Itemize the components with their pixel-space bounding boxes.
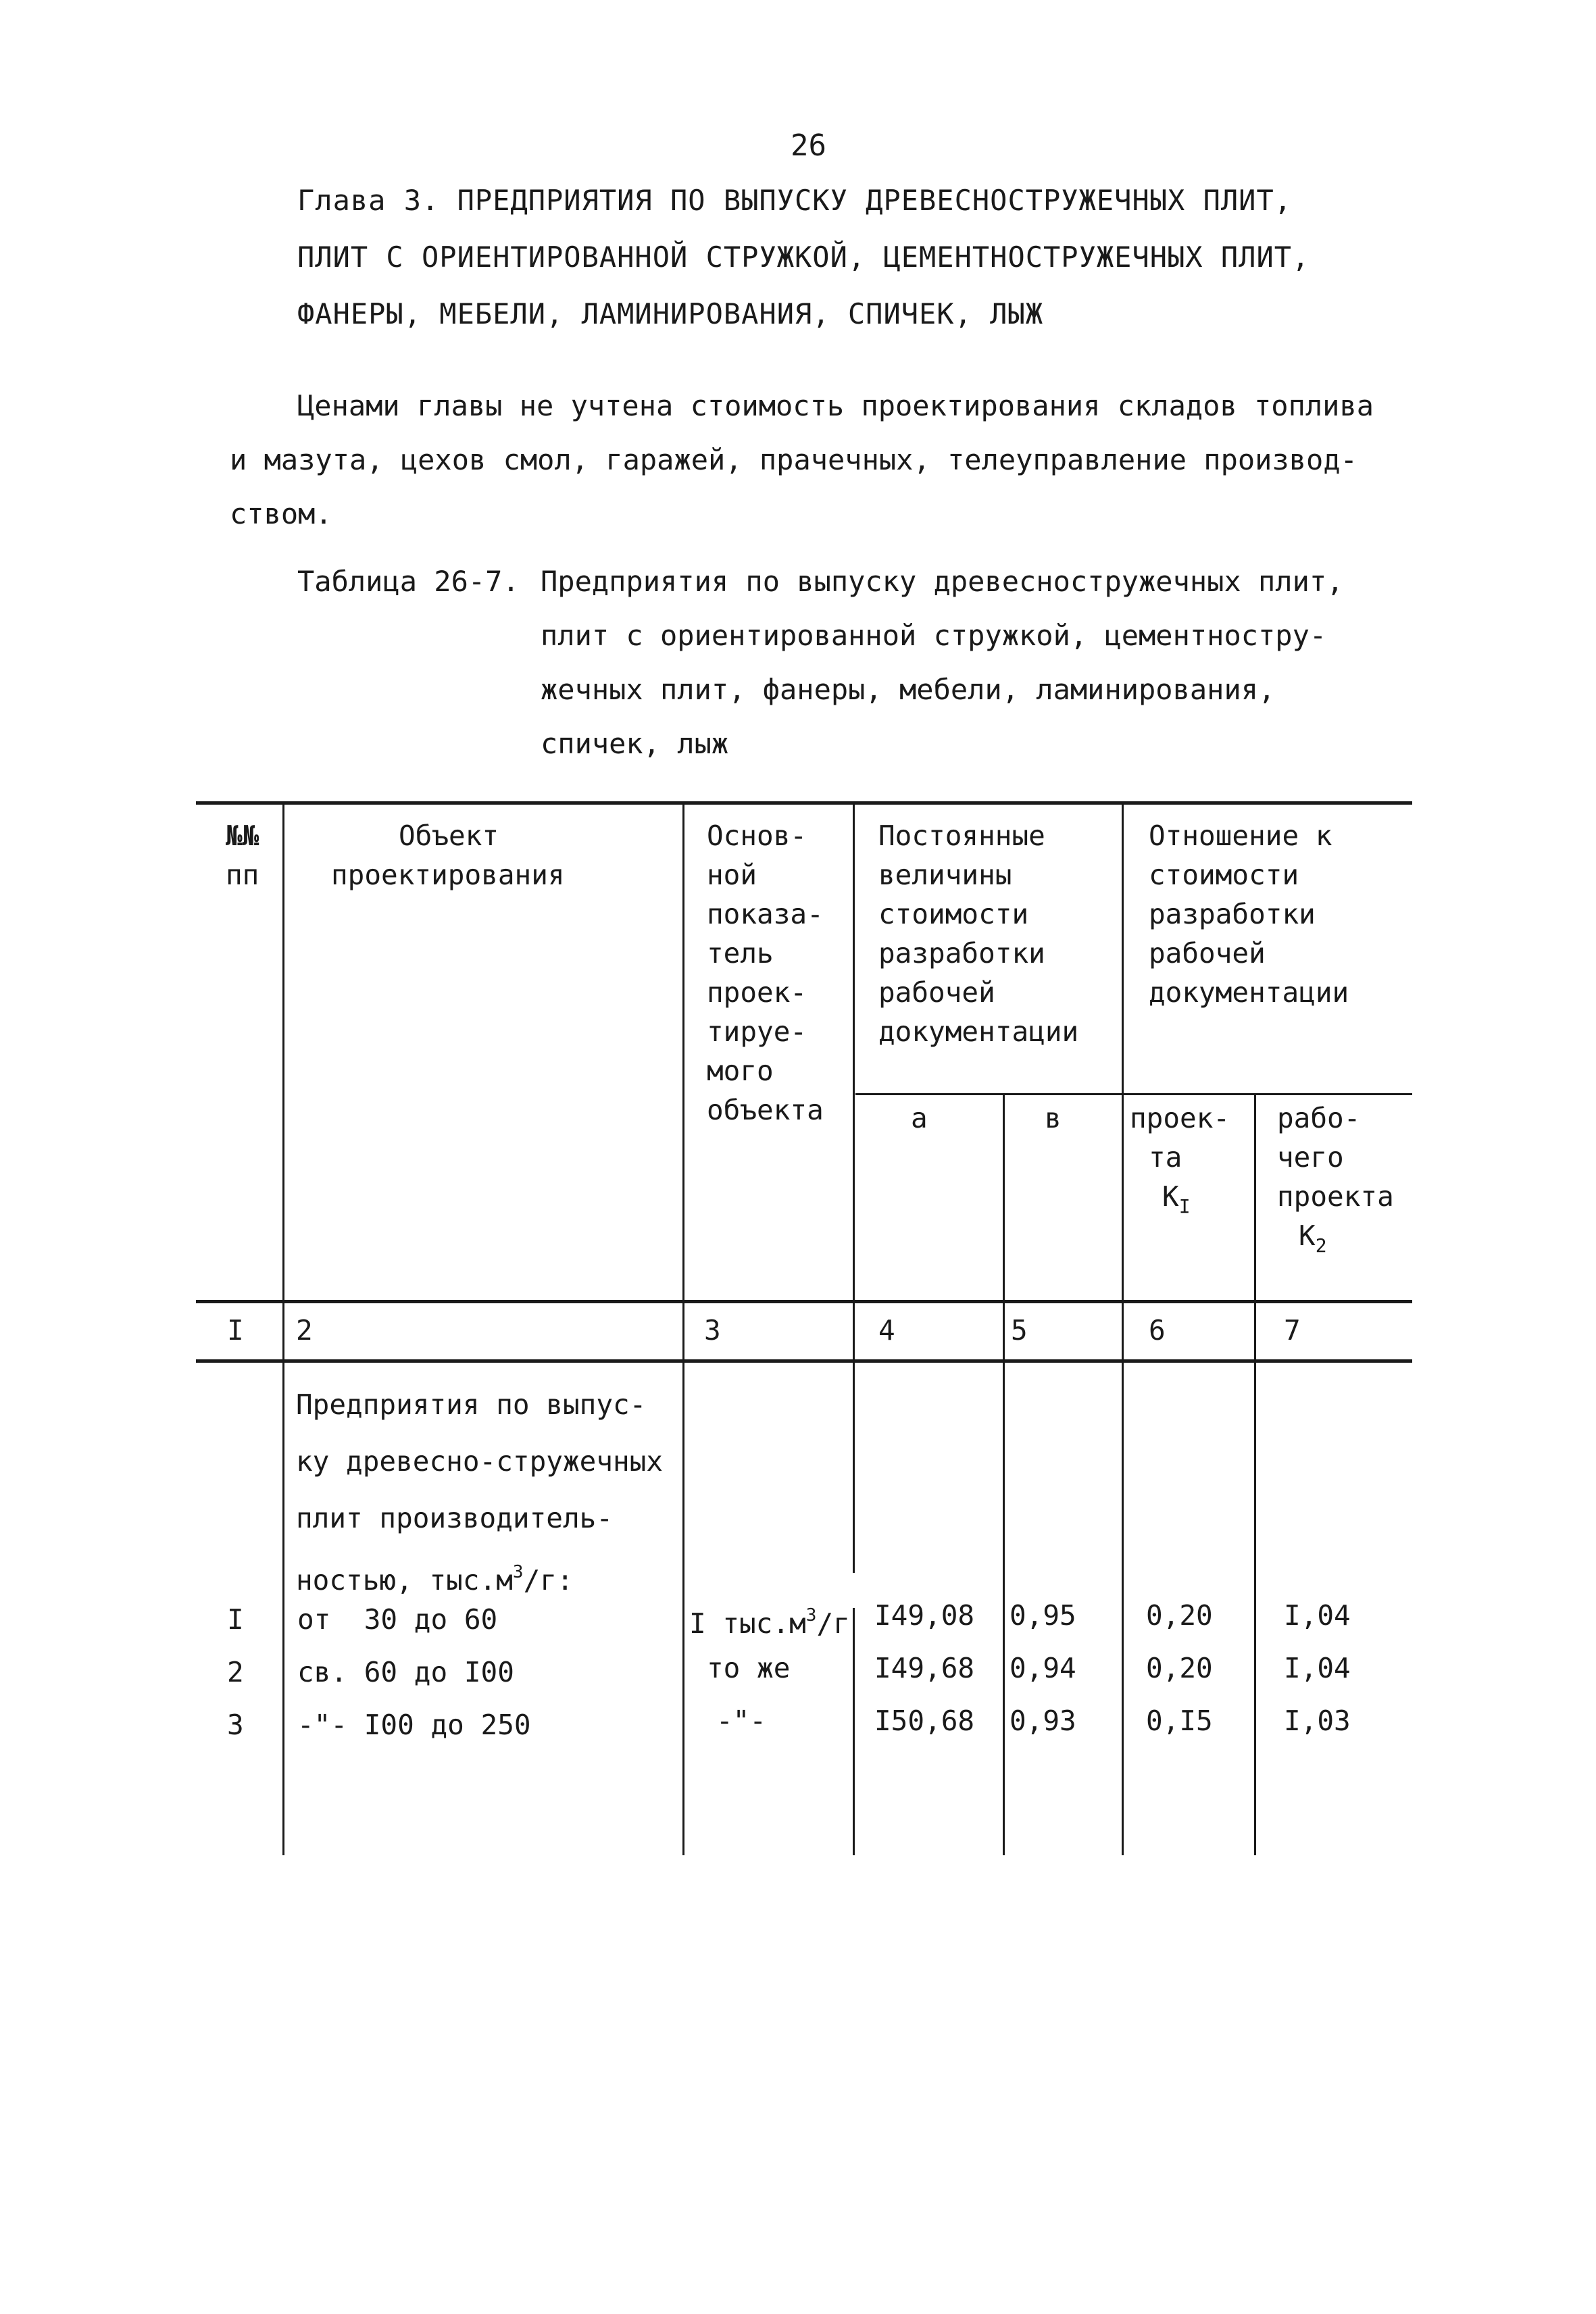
colnum-5: 5	[1011, 1314, 1028, 1347]
col-line-6	[1254, 1093, 1256, 1855]
header-object-line-1: Объект	[399, 820, 499, 852]
row-3-k2: I,03	[1284, 1705, 1351, 1737]
row-1-k2: I,04	[1284, 1599, 1351, 1632]
header-indicator-line-5: проек-	[707, 976, 807, 1009]
col-line-3a	[853, 801, 855, 1573]
colnum-6: 6	[1149, 1314, 1166, 1347]
page-number: 26	[791, 128, 826, 163]
column-numbers-rule	[196, 1359, 1412, 1363]
row-1-indicator: I $тыс.м^3/г$	[689, 1605, 850, 1640]
row-3-indicator: -"-	[716, 1705, 767, 1737]
header-k1-symbol: $K_I$	[1162, 1180, 1191, 1217]
table-caption-line-2: плит с ориентированной стружкой, цементностру-	[541, 619, 1327, 652]
table-caption-line-3: жечных плит, фанеры, мебели, ламинирования,	[541, 673, 1276, 706]
header-col-a: а	[911, 1102, 928, 1134]
colnum-1: I	[227, 1314, 244, 1347]
row-3-object: -"- I00 до 250	[297, 1709, 531, 1741]
colnum-7: 7	[1284, 1314, 1301, 1347]
table-top-rule	[196, 801, 1412, 805]
group-title-line-4: ностью, $тыс.м^3/г$:	[296, 1562, 574, 1596]
col-line-2	[682, 801, 684, 1855]
col-line-3b	[853, 1608, 855, 1855]
colnum-2: 2	[296, 1314, 313, 1347]
header-indicator-line-8: объекта	[707, 1094, 824, 1126]
row-2-k2: I,04	[1284, 1652, 1351, 1684]
row-3-k1: 0,I5	[1146, 1705, 1213, 1737]
header-indicator-line-7: мого	[707, 1055, 774, 1087]
header-indicator-line-3: показа-	[707, 898, 824, 930]
table-caption-line-1: Предприятия по выпуску древесностружечных плит,	[541, 565, 1344, 598]
note-line-2: и мазута, цехов смол, гаражей, прачечных, телеуправление производ-	[230, 443, 1357, 476]
row-1-a: I49,08	[874, 1599, 975, 1632]
colnum-3: 3	[704, 1314, 721, 1347]
row-2-a: I49,68	[874, 1652, 975, 1684]
header-constants-line-2: величины	[878, 859, 1012, 891]
note-line-1: Ценами главы не учтена стоимость проектирования складов топлива	[297, 389, 1374, 422]
row-2-b: 0,94	[1009, 1652, 1076, 1684]
header-indicator-line-2: ной	[707, 859, 757, 891]
header-constants-line-1: Постоянные	[878, 820, 1045, 852]
group-title-line-3: плит производитель-	[296, 1502, 613, 1534]
header-constants-line-6: документации	[878, 1015, 1079, 1048]
header-constants-line-3: стоимости	[878, 898, 1029, 930]
row-2-num: 2	[227, 1656, 244, 1688]
header-bottom-rule	[196, 1300, 1412, 1303]
group-title-line-2: ку древесно-стружечных	[296, 1445, 664, 1478]
row-3-a: I50,68	[874, 1705, 975, 1737]
colnum-4: 4	[878, 1314, 895, 1347]
col-line-1	[282, 801, 284, 1855]
header-indicator-line-4: тель	[707, 937, 774, 970]
chapter-heading-line-2: ПЛИТ С ОРИЕНТИРОВАННОЙ СТРУЖКОЙ, ЦЕМЕНТНОСТРУЖЕЧНЫХ ПЛИТ,	[297, 241, 1310, 274]
row-1-b: 0,95	[1009, 1599, 1076, 1632]
header-k2-symbol: $K_2$	[1299, 1219, 1327, 1257]
header-indicator-line-1: Основ-	[707, 820, 807, 852]
chapter-heading-line-3: ФАНЕРЫ, МЕБЕЛИ, ЛАМИНИРОВАНИЯ, СПИЧЕК, ЛЫЖ	[297, 297, 1044, 330]
note-line-3: ством.	[230, 497, 332, 530]
header-k2-line-1: рабо-	[1277, 1102, 1361, 1134]
table-caption-line-4: спичек, лыж	[541, 727, 729, 760]
header-ratio-line-5: документации	[1149, 976, 1349, 1009]
row-1-object: от 30 до 60	[297, 1603, 498, 1636]
header-k2-line-3: проекта	[1277, 1180, 1394, 1213]
table-caption-label: Таблица 26-7.	[297, 565, 520, 598]
header-object-line-2: проектирования	[331, 859, 565, 891]
header-constants-line-4: разработки	[878, 937, 1045, 970]
chapter-heading-line-1: Глава 3. ПРЕДПРИЯТИЯ ПО ВЫПУСКУ ДРЕВЕСНОСТРУЖЕЧНЫХ ПЛИТ,	[297, 184, 1293, 217]
subheader-rule	[855, 1093, 1412, 1095]
group-title-line-1: Предприятия по выпус-	[296, 1388, 647, 1421]
row-2-object: св. 60 до I00	[297, 1656, 514, 1688]
row-3-num: 3	[227, 1709, 244, 1741]
row-2-indicator: то же	[707, 1652, 791, 1684]
header-col-b: в	[1045, 1102, 1062, 1134]
col-line-5	[1122, 801, 1124, 1855]
header-ratio-line-1: Отношение к	[1149, 820, 1332, 852]
col-line-4	[1003, 1093, 1005, 1855]
row-1-k1: 0,20	[1146, 1599, 1213, 1632]
row-1-num: I	[227, 1603, 244, 1636]
header-indicator-line-6: тируе-	[707, 1015, 807, 1048]
header-ratio-line-4: рабочей	[1149, 937, 1266, 970]
header-num-line-2: пп	[226, 859, 259, 891]
header-ratio-line-2: стоимости	[1149, 859, 1299, 891]
header-k1-line-2: та	[1149, 1141, 1182, 1174]
header-k2-line-2: чего	[1277, 1141, 1344, 1174]
header-num-line-1: №№	[226, 820, 259, 852]
row-2-k1: 0,20	[1146, 1652, 1213, 1684]
header-k1-line-1: проек-	[1130, 1102, 1230, 1134]
header-constants-line-5: рабочей	[878, 976, 995, 1009]
row-3-b: 0,93	[1009, 1705, 1076, 1737]
header-ratio-line-3: разработки	[1149, 898, 1316, 930]
